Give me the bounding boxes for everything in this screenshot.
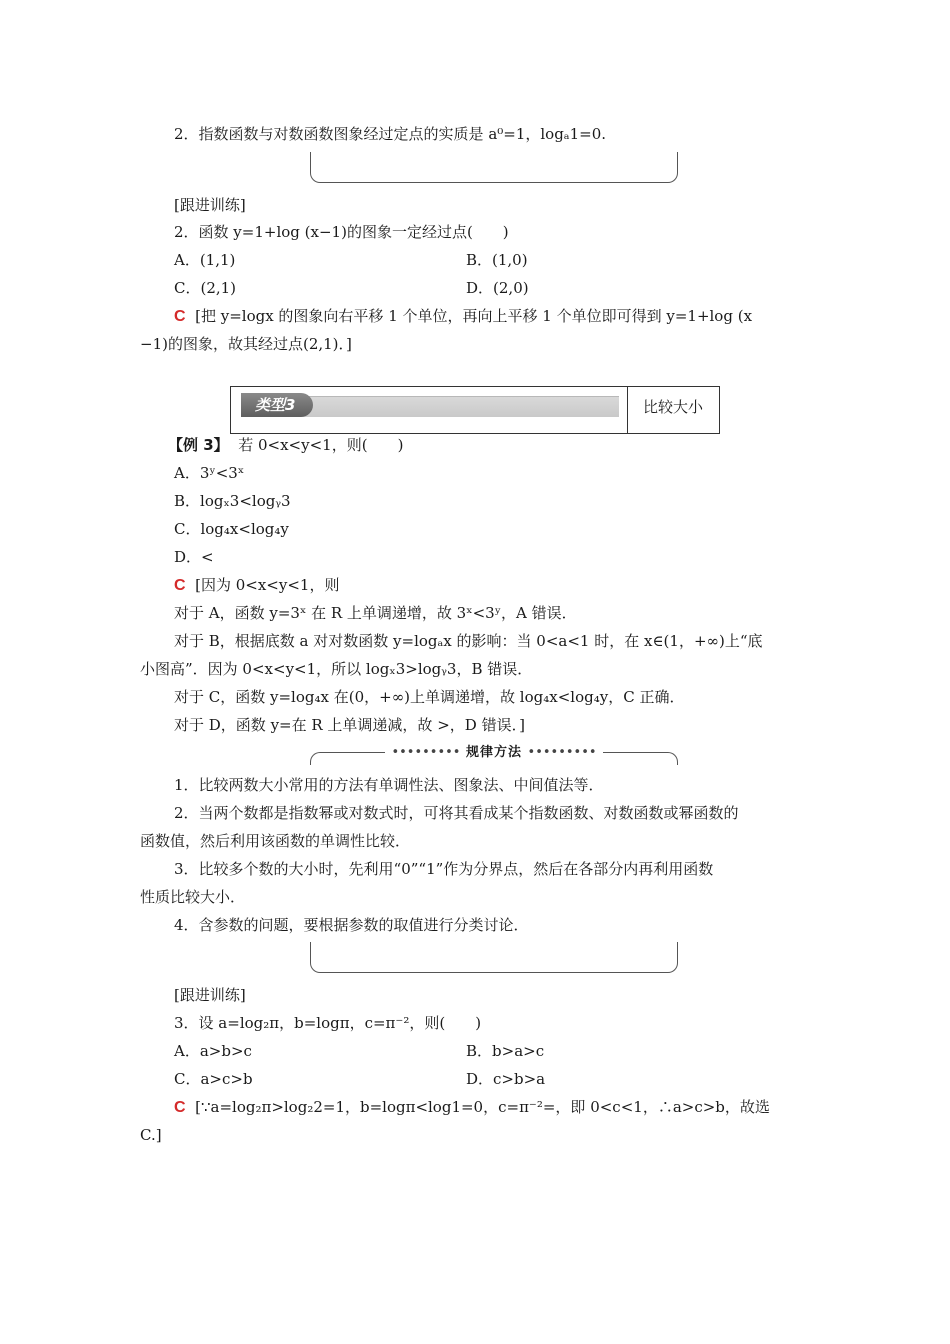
question-3-option-a: A．a>b>c bbox=[174, 1042, 252, 1060]
question-2-option-d: D．(2,0) bbox=[466, 279, 529, 297]
question-3-stem: 3．设 a=log₂π，b=logπ，c=π⁻²，则( ) bbox=[174, 1014, 482, 1032]
question-3-explanation bbox=[174, 1097, 770, 1118]
example-3-option-d: D．< bbox=[174, 548, 214, 566]
example-3-option-a: A．3ʸ<3ˣ bbox=[174, 464, 245, 482]
answer-mark: C bbox=[174, 308, 186, 325]
method-title: 规律方法 bbox=[465, 745, 522, 760]
note-bracket bbox=[310, 152, 678, 183]
method-item-2: 2．当两个数都是指数幂或对数式时，可将其看成某个指数函数、对数函数或幂函数的 bbox=[174, 804, 739, 822]
question-3-option-d: D．c>b>a bbox=[466, 1070, 546, 1088]
method-item-2-cont: 函数值，然后利用该函数的单调性比较． bbox=[140, 832, 411, 850]
method-header bbox=[310, 744, 678, 764]
solution-line-d: 对于 D，函数 y=在 R 上单调递减，故 >，D 错误．] bbox=[174, 716, 525, 734]
question-2-stem: 2．函数 y=1+log (x−1)的图象一定经过点( ) bbox=[174, 223, 509, 241]
example-label: 【例 3】 bbox=[168, 436, 229, 454]
question-2-option-b: B．(1,0) bbox=[466, 251, 528, 269]
question-2-explanation-cont: −1)的图象，故其经过点(2,1)．] bbox=[140, 335, 352, 353]
explanation-text: [∵a=log₂π>log₂2=1，b=logπ<log1=0，c=π⁻²=，即 0<c<1，∴a>c>b，故选 bbox=[195, 1098, 770, 1116]
example-3-option-b: B．logₓ3<logᵧ3 bbox=[174, 492, 291, 510]
solution-line-b: 对于 B，根据底数 a 对对数函数 y=logₐx 的影响：当 0<a<1 时，在 x∈(1，+∞)上“底 bbox=[174, 632, 763, 650]
method-item-3-cont: 性质比较大小． bbox=[140, 888, 246, 906]
follow-up-label: [跟进训练] bbox=[174, 196, 246, 214]
method-bracket bbox=[310, 942, 678, 973]
solution-line-b-cont: 小图高”．因为 0<x<y<1，所以 logₓ3>logᵧ3，B 错误． bbox=[140, 660, 533, 678]
explanation-text: [把 y=logx 的图象向右平移 1 个单位，再向上平移 1 个单位即可得到 y=1+log (x bbox=[195, 307, 753, 325]
type-banner bbox=[231, 387, 628, 433]
answer-mark: C bbox=[174, 577, 186, 594]
solution-text: [因为 0<x<y<1，则 bbox=[195, 576, 340, 594]
example-3-stem bbox=[168, 435, 404, 455]
example-question: 若 0<x<y<1，则( ) bbox=[238, 436, 404, 454]
question-2-option-c: C．(2,1) bbox=[174, 279, 237, 297]
question-3-explanation-cont: C.] bbox=[140, 1126, 162, 1144]
solution-line-c: 对于 C，函数 y=log₄x 在(0，+∞)上单调递增，故 log₄x<log₄y，C 正确． bbox=[174, 688, 685, 706]
example-3-option-c: C．log₄x<log₄y bbox=[174, 520, 289, 538]
question-3-option-b: B．b>a>c bbox=[466, 1042, 545, 1060]
dots-right: ••••••••• bbox=[527, 745, 597, 760]
type-title: 比较大小 bbox=[642, 398, 703, 416]
dots-left: ••••••••• bbox=[391, 745, 461, 760]
section-type-box bbox=[230, 386, 720, 434]
question-2-option-a: A．(1,1) bbox=[174, 251, 236, 269]
method-note-2: 2．指数函数与对数函数图象经过定点的实质是 a⁰=1，logₐ1=0. bbox=[174, 125, 607, 143]
method-item-1: 1．比较两数大小常用的方法有单调性法、图象法、中间值法等． bbox=[174, 776, 604, 794]
type-tag: 类型3 bbox=[241, 393, 313, 417]
question-3-option-c: C．a>c>b bbox=[174, 1070, 253, 1088]
question-2-explanation bbox=[174, 306, 752, 327]
solution-line-a: 对于 A，函数 y=3ˣ 在 R 上单调递增，故 3ˣ<3ʸ，A 错误． bbox=[174, 604, 577, 622]
method-item-3: 3．比较多个数的大小时，先利用“0”“1”作为分界点，然后在各部分内再利用函数 bbox=[174, 860, 714, 878]
answer-mark: C bbox=[174, 1099, 186, 1116]
example-3-solution-start bbox=[174, 575, 339, 596]
follow-up-label: [跟进训练] bbox=[174, 986, 246, 1004]
method-item-4: 4．含参数的问题，要根据参数的取值进行分类讨论． bbox=[174, 916, 529, 934]
